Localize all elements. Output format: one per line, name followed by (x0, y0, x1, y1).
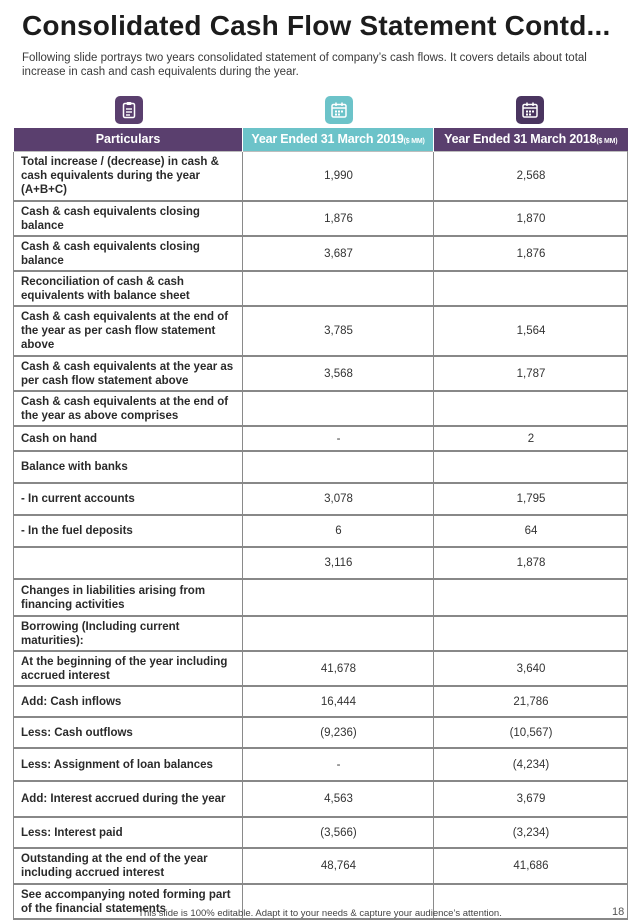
table-header-row (14, 128, 628, 151)
row-label: - In current accounts (14, 483, 243, 515)
value-2019: (3,566) (243, 817, 434, 848)
value-2018: 1,564 (434, 306, 628, 356)
value-2019 (243, 579, 434, 616)
value-2018: (10,567) (434, 717, 628, 748)
row-label: Total increase / (decrease) in cash & cash equivalents during the year (A+B+C) (14, 151, 243, 201)
row-label: Reconciliation of cash & cash equivalents with balance sheet (14, 271, 243, 306)
calendar-icon (325, 96, 353, 124)
value-2018: 2 (434, 426, 628, 451)
row-label: - In the fuel deposits (14, 515, 243, 547)
value-2018: 3,679 (434, 781, 628, 817)
value-2018: 1,876 (434, 236, 628, 271)
table-row (14, 451, 628, 483)
value-2018: 1,870 (434, 201, 628, 236)
value-2018 (434, 391, 628, 426)
row-label: Add: Cash inflows (14, 686, 243, 717)
table-row (14, 426, 628, 451)
value-2018: 1,787 (434, 356, 628, 391)
value-2018: (3,234) (434, 817, 628, 848)
value-2019: 1,876 (243, 201, 434, 236)
calendar-icon (516, 96, 544, 124)
value-2019: 3,116 (243, 547, 434, 579)
page-number: 18 (612, 906, 625, 918)
value-2018 (434, 616, 628, 651)
row-label: Cash & cash equivalents closing balance (14, 201, 243, 236)
value-2019 (243, 616, 434, 651)
row-label: Borrowing (Including current maturities): (14, 616, 243, 651)
row-label: Cash & cash equivalents at the year as per cash flow statement above (14, 356, 243, 391)
value-2018: 1,795 (434, 483, 628, 515)
value-2018: 2,568 (434, 151, 628, 201)
row-label: Less: Cash outflows (14, 717, 243, 748)
value-2018: 41,686 (434, 848, 628, 884)
value-2019: 3,687 (243, 236, 434, 271)
footer-note: This slide is 100% editable. Adapt it to your needs & capture your audience’s attention. (138, 908, 502, 919)
row-label: Add: Interest accrued during the year (14, 781, 243, 817)
value-2019: 3,078 (243, 483, 434, 515)
row-label: Changes in liabilities arising from financing activities (14, 579, 243, 616)
value-2018 (434, 579, 628, 616)
table-row (14, 151, 628, 201)
value-2019: (9,236) (243, 717, 434, 748)
value-2019: - (243, 748, 434, 781)
table-row (14, 306, 628, 356)
value-2019 (243, 271, 434, 306)
table-row (14, 848, 628, 884)
value-2018: 3,640 (434, 651, 628, 686)
row-label: Balance with banks (14, 451, 243, 483)
value-2018: 64 (434, 515, 628, 547)
row-label: Cash & cash equivalents at the end of the year as per cash flow statement above (14, 306, 243, 356)
table-row (14, 236, 628, 271)
row-label: Outstanding at the end of the year including accrued interest (14, 848, 243, 884)
table-row (14, 391, 628, 426)
page-title: Consolidated Cash Flow Statement Contd... (22, 10, 611, 41)
row-label: Less: Interest paid (14, 817, 243, 848)
table-row (14, 356, 628, 391)
clipboard-icon (115, 96, 143, 124)
row-label (14, 547, 243, 579)
table-row (14, 651, 628, 686)
cash-flow-table (13, 128, 628, 920)
value-2019: - (243, 426, 434, 451)
value-2019: 3,785 (243, 306, 434, 356)
table-row (14, 483, 628, 515)
column-header-year-2019: Year Ended 31 March 2019($ MM) (243, 128, 434, 151)
table-row (14, 717, 628, 748)
table-row (14, 616, 628, 651)
value-2019: 41,678 (243, 651, 434, 686)
table-row (14, 271, 628, 306)
value-2019 (243, 451, 434, 483)
row-label: Cash & cash equivalents closing balance (14, 236, 243, 271)
value-2019: 48,764 (243, 848, 434, 884)
value-2018: (4,234) (434, 748, 628, 781)
table-row (14, 547, 628, 579)
value-2018 (434, 451, 628, 483)
column-header-particulars: Particulars (14, 128, 243, 151)
value-2019: 6 (243, 515, 434, 547)
value-2019: 3,568 (243, 356, 434, 391)
value-2018 (434, 271, 628, 306)
row-label: Cash on hand (14, 426, 243, 451)
table-row (14, 817, 628, 848)
row-label: At the beginning of the year including accrued interest (14, 651, 243, 686)
value-2019: 1,990 (243, 151, 434, 201)
table-row (14, 748, 628, 781)
table-row (14, 515, 628, 547)
value-2018: 21,786 (434, 686, 628, 717)
table-row (14, 579, 628, 616)
row-label: See accompanying noted forming part of the financial statements (14, 884, 243, 919)
table-row (14, 686, 628, 717)
value-2019: 4,563 (243, 781, 434, 817)
column-header-year-2018: Year Ended 31 March 2018($ MM) (434, 128, 628, 151)
row-label: Less: Assignment of loan balances (14, 748, 243, 781)
table-row (14, 781, 628, 817)
row-label: Cash & cash equivalents at the end of the year as above comprises (14, 391, 243, 426)
page-subtitle: Following slide portrays two years consolidated statement of company’s cash flows. It covers details about total increase in cash and cash equivalents during the year. (22, 52, 587, 78)
value-2018: 1,878 (434, 547, 628, 579)
value-2019: 16,444 (243, 686, 434, 717)
table-row (14, 201, 628, 236)
value-2019 (243, 391, 434, 426)
